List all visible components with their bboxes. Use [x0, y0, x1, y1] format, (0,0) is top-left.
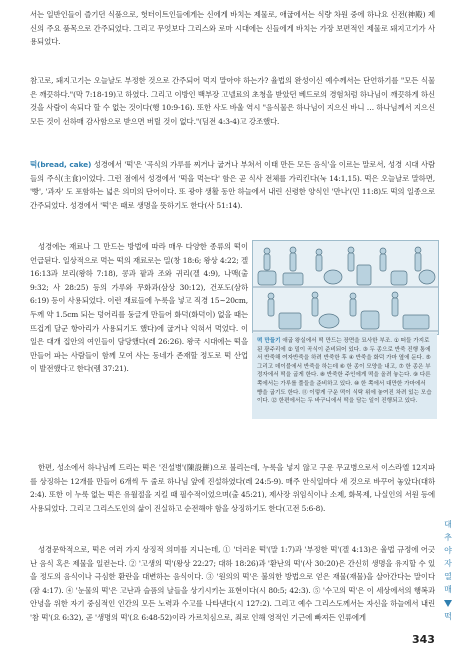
page-number: 343 — [412, 633, 435, 646]
entry-term: 떡(bread, cake) — [30, 160, 92, 169]
side-tab-char: 대 — [444, 520, 452, 529]
side-tab-char: 자 — [444, 559, 452, 568]
side-tab-current-entry: 떡 — [444, 612, 452, 621]
entry-definition: 성경에서 '떡'은 '곡식의 가루를 찌거나 굽거나 부쳐서 이태 만든 모든 음식'을 이르는 말로서, 성경 시대 사람들의 주식(主食)이었다. 그런 점에서 성경에서 '떡을 먹는다' 함은 곧 식사 전체를 가리킨다(눅 14:1,15). 떡은 오늘날로 말하면, '빵', '과자' 도 포함하는 넓은 의미의 단어이다. 또 광야 생활 동안 하늘에서 내린 신령한 양식인 '만나'(민 11:8)도 떡의 일종으로 간주되었다. 성경에서 '떡'은 때로 생명을 뜻하기도 한다(사 51:14). — [30, 160, 435, 210]
paragraph-bread-definition — [30, 158, 435, 212]
section-side-tab — [441, 518, 455, 623]
relief-illustration — [253, 241, 438, 334]
bread-making-relief-image — [252, 240, 439, 335]
arrow-down-icon — [444, 600, 452, 607]
paragraph-symbolism: 성경문학적으로, 떡은 여러 가지 상징적 의미를 지니는데, ① '더러운 떡'(말 1:7)과 '부정한 떡'(겔 4:13)은 율법 규정에 어긋난 음식 혹은 제물을 일컫는다. ② '고생의 떡'(왕상 22:27; 대하 18:26)과 '환난의 떡'(사 30:20)은 간신히 생명을 유지할 수 있을 정도의 음식이나 극심한 환란을 대변하는 음식이다. ③ '원의의 떡'은 불의한 방법으로 얻은 재물(재물)을 살아간다는 말이다(잠 4:17). ④ '눈물의 떡'은 고난과 슬픔의 날들을 상기시키는 표현이다(시 80:5; 42:3). ⑤ '수고의 떡'은 이 세상에서의 행복과 안녕을 위한 자기 중심적인 인간의 모든 노력과 수고를 나타낸다(시 127:2). 그리고 예수 그리스도께서는 자신을 하늘에서 내린 '참 떡'(요 6:32), 곧 '생명의 떡'(요 6:48-52)이라 가르치심으로, 죄로 인해 영적인 기근에 빠져든 인류에게 — [30, 545, 435, 622]
caption-title: 떡 만들기 — [257, 338, 281, 344]
side-tab-char: 매 — [444, 585, 452, 594]
paragraph-intro: 서는 일반인들이 즐기던 식품으로, 헛터이트인들에게는 신에게 바치는 제물로, 애굽에서는 식량 차원 중에 하나요 신전(神殿) 제신의 주요 품목으로 간주되었다. 그리고 무엇보다 그리스와 로마 시대에는 신들에게 바치는 가장 보편적인 제물로 돼지고기가 사용되었다. — [30, 10, 435, 47]
side-tab-char: 추 — [444, 533, 452, 542]
paragraph-showbread: 한편, 성소에서 하나님께 드리는 떡은 '진설병'(陳設餅)으로 불리는데, 누룩을 넣지 않고 구운 무교병으로서 이스라엘 12지파를 상징하는 12개를 만들어 6개씩 두 줄로 하나님 앞에 진설하였다(레 24:5-9). 매주 안식일마다 새 것으로 바꾸어 놓았다(대하 2:4). 또한 이 누룩 없는 떡은 유월절을 지킬 때 필수적이었으며(출 45:21), 제사장 위임식이나 소제, 화목제, 나실인의 서원 등에 사용되었다. 그리고 그리스도인의 삶이 진실하고 순전해야 함을 상징하기도 한다(고전 5:6-8). — [30, 463, 435, 513]
paragraph-pork: 참고로, 돼지고기는 오늘날도 부정한 것으로 간주되어 먹지 말아야 하는가? 율법의 완성이신 예수께서는 단언하기를 "모든 식물은 깨끗하다."(막 7:18-19)고 하였다. 그리고 이방인 백부장 고넬료의 초청을 받았던 베드로의 경험처럼 하나님이 깨끗하게 하신 것을 사람이 속되다 할 수 없는 것이다(행 10:9-16). 또한 사도 바울 역시 "음식물은 하나님이 지으신 바니 … 하나님께서 지으신 모든 것이 선하매 감사함으로 받으면 버릴 것이 없다."(딤전 4:3-4)고 강조했다. — [30, 76, 435, 126]
side-tab-char: 야 — [444, 546, 452, 555]
caption-text: 애굽 왕실에서 떡 만드는 장면을 묘사한 부조. ① 떠들 가지로 된 광주리에 ② 밀이 곡식이 준비되어 있다. ③ 두 종으로 반죽 진행 통에서 반죽해 여자반죽을 하려 반죽한 후 ④ 반죽을 화덕 가마 옆에 둔다. ⑤ 그리고 데이블에서 반죽을 하는데 ⑥ 한 종이 모양을 내고, ⑦ 한 종은 부정자에서 떡을 굽게 한다. ⑧ 반죽한 주인에게 떡을 올려 놓는다. ⑨ 다른 쪽에서는 가루를 풀들을 준비하고 있다. ⑩ 한 쪽에서 대만한 가마에서 빵을 굽기도 한다. ⑪ 이렇게 구운 떡이 식탁 위에 놓여진 차려 있는 모습이다. ⑫ 한편에서는 두 바구니에서 떡을 담는 일이 진행되고 있다. — [257, 338, 432, 405]
figure-caption — [252, 333, 437, 419]
paragraph-bread-types: 성경에는 재료나 그 만드는 방법에 따라 매우 다양한 종류의 떡이 언급된다. 일상적으로 먹는 떡의 재료로는 밀(창 18:6; 왕상 4:22; 겔 16:13과 보리(왕하 7:18), 콩과 팥과 조와 귀리(겔 4:9), 나맥(출 9:32; 사 28:25) 등의 가루와 무화과(삼상 30:12), 건포도(삼하 6:19) 등이 사용되었다. 이런 재료들에 누룩을 넣고 직경 15~20cm, 두께 약 1.5cm 되는 덩어리를 둥글게 만들어 화덕(화덕이) 없을 때는 뜨겁게 달군 항아리가 사용되기도 했다)에 굽거나 익혀서 먹었다. 이 일은 대개 집안의 여인들이 담당했다(레 26:26). 왕국 시대에는 떡을 만들어 파는 사람들이 함께 모여 사는 동네가 존재할 정도로 떡 산업이 발전했다고 한다(렘 37:21). — [30, 242, 248, 374]
side-tab-char: 열 — [444, 572, 452, 581]
